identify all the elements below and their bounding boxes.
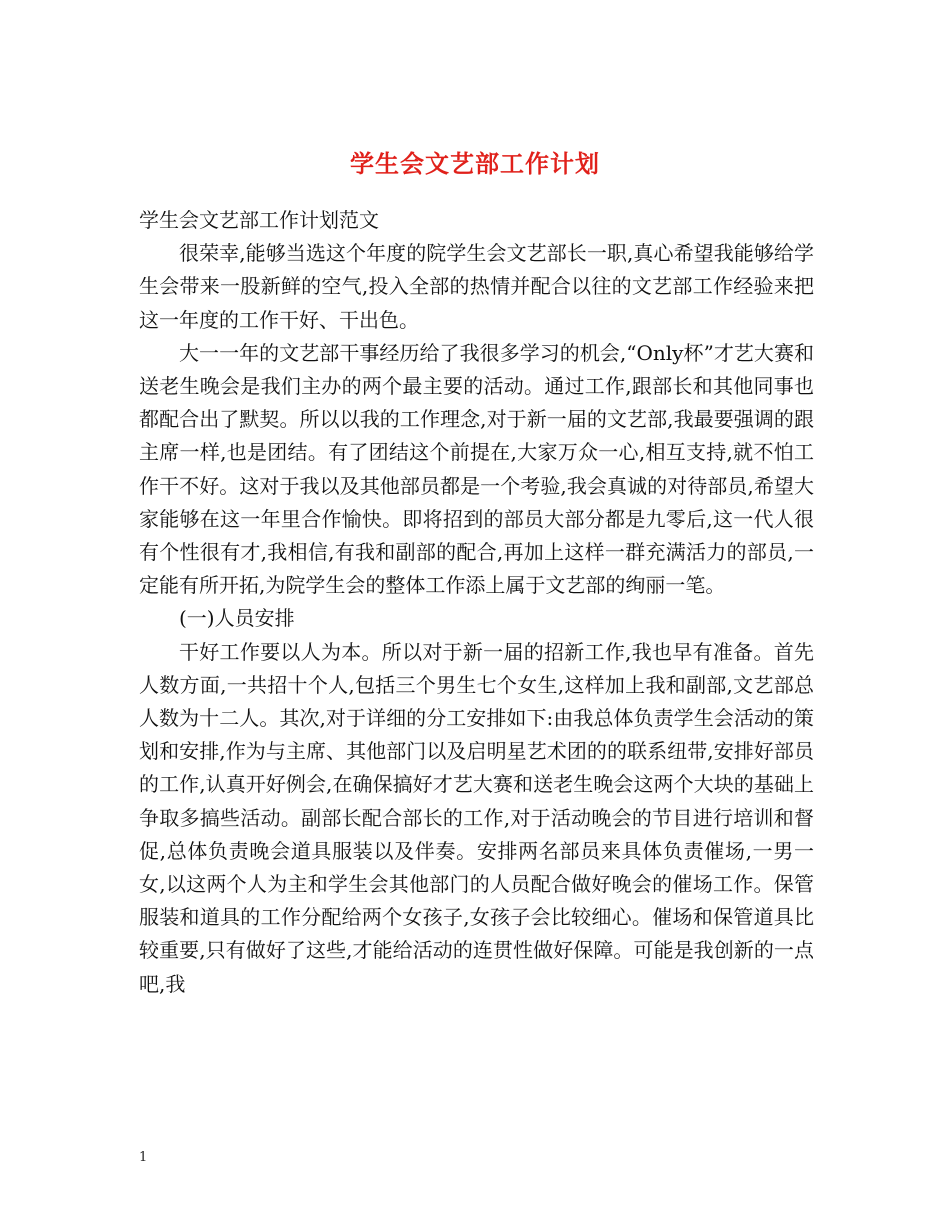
body-paragraph: 干好工作要以人为本。所以对于新一届的招新工作,我也早有准备。首先人数方面,一共招十个人,包括三个男生七个女生,这样加上我和副部,文艺部总人数为十二人。其次,对于详细的分工安排如下:由我总体负责学生会活动的策划和安排,作为与主席、其他部门以及启明星艺术团的的联系纽带,安排好部员的工作,认真开好例会,在确保搞好才艺大赛和送老生晚会这两个大块的基础上争取多搞些活动。副部长配合部长的工作,对于活动晚会的节目进行培训和督促,总体负责晚会道具服装以及伴奏。安排两名部员来具体负责催场,一男一女,以这两个人为主和学生会其他部门的人员配合做好晚会的催场工作。保管服装和道具的工作分配给两个女孩子,女孩子会比较细心。催场和保管道具比较重要,只有做好了这些,才能给活动的连贯性做好保障。可能是我创新的一点吧,我 xyxy=(139,639,814,996)
body-paragraph: 很荣幸,能够当选这个年度的院学生会文艺部长一职,真心希望我能够给学生会带来一股新鲜的空气,投入全部的热情并配合以往的文艺部工作经验来把这一年度的工作干好、干出色。 xyxy=(139,241,814,332)
subtitle-paragraph: 学生会文艺部工作计划范文 xyxy=(139,208,379,232)
document-body xyxy=(139,204,814,1001)
page-number: 1 xyxy=(139,1150,148,1165)
document-title: 学生会文艺部工作计划 xyxy=(350,149,600,179)
section-heading: (一)人员安排 xyxy=(179,606,295,631)
body-paragraph: 大一一年的文艺部干事经历给了我很多学习的机会,“Only杯”才艺大赛和送老生晚会是我们主办的两个最主要的活动。通过工作,跟部长和其他同事也都配合出了默契。所以以我的工作理念,对于新一届的文艺部,我最要强调的跟主席一样,也是团结。有了团结这个前提在,大家万众一心,相互支持,就不怕工作干不好。这对于我以及其他部员都是一个考验,我会真诚的对待部员,希望大家能够在这一年里合作愉快。即将招到的部员大部分都是九零后,这一代人很有个性很有才,我相信,有我和副部的配合,再加上这样一群充满活力的部员,一定能有所开拓,为院学生会的整体工作添上属于文艺部的绚丽一笔。 xyxy=(139,340,814,598)
